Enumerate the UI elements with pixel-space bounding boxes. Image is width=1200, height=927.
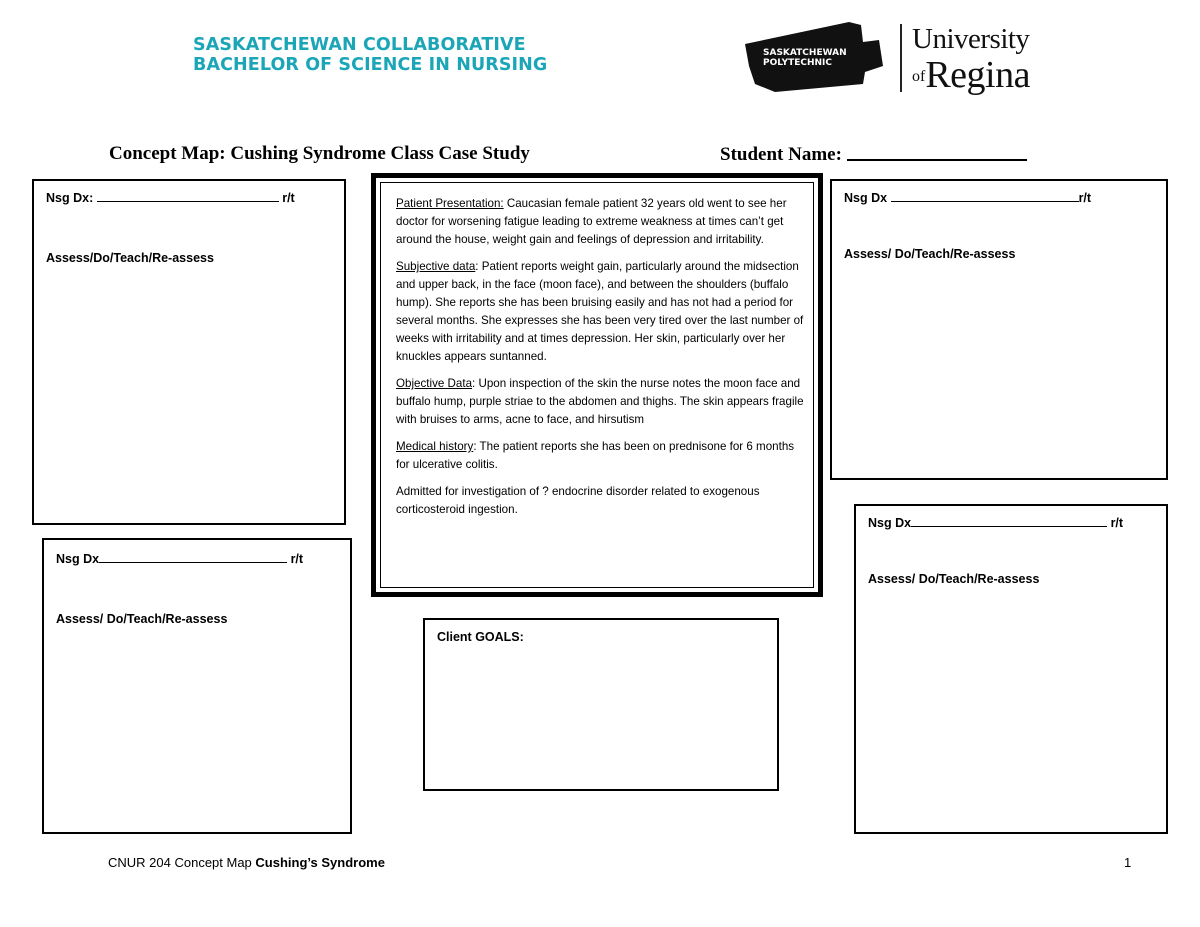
nsg-dx-label: Nsg Dx [844, 191, 888, 205]
objective-text: : Upon inspection of the skin the nurse notes the moon face and buffalo hump, purple striae to the abdomen and thighs. The skin appears fragile with bruises to arms, acne to face, and hirsutism [396, 377, 804, 426]
history-text: : The patient reports she has been on prednisone for 6 months for ulcerative colitis. [396, 440, 795, 471]
page-number: 1 [1124, 855, 1132, 870]
nsg-dx-label: Nsg Dx [868, 516, 912, 530]
client-goals-box[interactable] [423, 618, 779, 791]
page-footer [108, 855, 385, 870]
assess-label: Assess/ Do/Teach/Re-assess [56, 612, 228, 626]
nsg-dx-label: Nsg Dx: [46, 191, 94, 205]
objective-paragraph [396, 375, 805, 429]
student-name-field[interactable] [720, 143, 1027, 166]
logo-divider [900, 24, 902, 92]
objective-label: Objective Data [396, 377, 473, 390]
history-paragraph [396, 438, 805, 474]
rt-label: r/t [1078, 191, 1092, 205]
poly-line-2: POLYTECHNIC [763, 58, 833, 68]
student-name-label: Student Name: [720, 144, 842, 165]
nsg-dx-label: Nsg Dx [56, 552, 100, 566]
subjective-text: : Patient reports weight gain, particularly around the midsection and upper back, in the face (moon face), and between the shoulders (buffalo hump). She reports she has been bruising easily and has not had a period for several months. She expresses she has been very tired over the last number of weeks with irritability and at times depression. Her skin, particularly over her knuckles appears suntanned. [396, 260, 804, 363]
admitted-paragraph: Admitted for investigation of ? endocrine disorder related to exogenous corticosteroid ingestion. [396, 485, 760, 516]
patient-presentation-box [380, 182, 814, 588]
presentation-label: Patient Presentation: [396, 197, 504, 210]
poly-line-1: SASKATCHEWAN [763, 48, 847, 58]
assess-label: Assess/Do/Teach/Re-assess [46, 251, 214, 265]
assess-label: Assess/ Do/Teach/Re-assess [868, 572, 1040, 586]
uofr-regina: Regina [925, 54, 1030, 96]
nursing-dx-box-bottom-left[interactable] [42, 538, 352, 834]
nsg-dx-blank[interactable] [891, 189, 1079, 202]
nsg-dx-blank[interactable] [911, 514, 1107, 527]
rt-label: r/t [1110, 516, 1124, 530]
presentation-text: Caucasian female patient 32 years old went to see her doctor for worsening fatigue leading to extreme weakness at times can’t get around the house, weight gain and feelings of depression and irritability. [396, 197, 787, 246]
client-goals-label: Client GOALS: [437, 630, 524, 644]
rt-label: r/t [290, 552, 304, 566]
nursing-dx-box-bottom-right[interactable] [854, 504, 1168, 834]
brand-line-2: BACHELOR OF SCIENCE IN NURSING [193, 55, 548, 75]
footer-course: CNUR 204 Concept Map [108, 855, 256, 870]
uofr-line-1: University [912, 23, 1030, 55]
footer-topic: Cushing’s Syndrome [255, 855, 385, 870]
uofr-of: of [912, 68, 926, 85]
sask-polytechnic-logo-text [763, 48, 847, 68]
patient-presentation-frame [371, 173, 823, 597]
nsg-dx-blank[interactable] [99, 550, 287, 563]
rt-label: r/t [282, 191, 295, 205]
student-name-blank[interactable] [847, 143, 1027, 161]
sask-polytechnic-logo [745, 22, 885, 92]
program-logo-text [193, 35, 547, 75]
history-label: Medical history [396, 440, 474, 453]
page-title: Concept Map: Cushing Syndrome Class Case Study [109, 143, 530, 164]
presentation-paragraph [396, 195, 805, 249]
brand-line-1: SASKATCHEWAN COLLABORATIVE [193, 35, 526, 55]
nursing-dx-box-top-left[interactable] [32, 179, 346, 525]
nursing-dx-box-top-right[interactable] [830, 179, 1168, 480]
assess-label: Assess/ Do/Teach/Re-assess [844, 247, 1016, 261]
subjective-paragraph [396, 258, 805, 366]
nsg-dx-blank[interactable] [97, 189, 279, 202]
university-of-regina-logo [912, 24, 1030, 94]
subjective-label: Subjective data [396, 260, 476, 273]
